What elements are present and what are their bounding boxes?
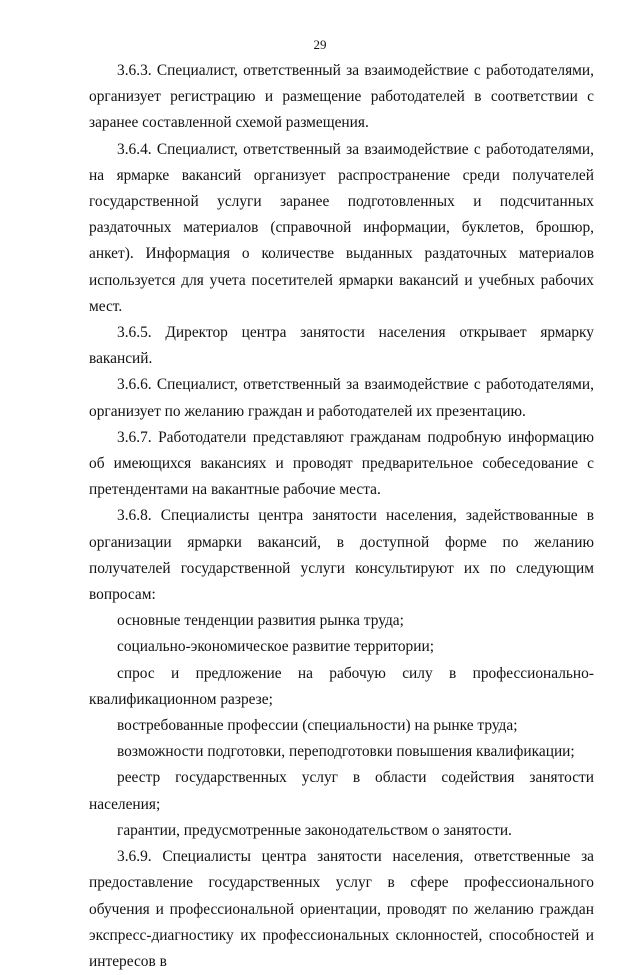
paragraph-3-6-4: 3.6.4. Специалист, ответственный за взаимодействие с работодателями, на ярмарке вакансий организует распространение среди получателей государственной услуги заранее подготовленных и подсчитанных раздаточных материалов (справочной информации, буклетов, брошюр, анкет). Информация о количестве выданных раздаточных материалов используется для учета посетителей ярмарки вакансий и учебных рабочих мест. bbox=[89, 140, 594, 315]
paragraph-3-6-8: 3.6.8. Специалисты центра занятости населения, задействованные в организации ярмарки вакансий, в доступной форме по желанию получателей государственной услуги консультируют их по следующим вопросам: bbox=[89, 507, 594, 604]
paragraph-3-6-7: 3.6.7. Работодатели представляют гражданам подробную информацию об имеющихся вакансиях и проводят предварительное собеседование с претендентами на вакантные рабочие места. bbox=[89, 428, 594, 499]
list-item: реестр государственных услуг в области содействия занятости населения; bbox=[89, 769, 594, 813]
list-item: спрос и предложение на рабочую силу в профессионально-квалификационном разрезе; bbox=[89, 664, 594, 708]
list-item: основные тенденции развития рынка труда; bbox=[117, 612, 404, 630]
list-item: возможности подготовки, переподготовки повышения квалификации; bbox=[117, 743, 575, 761]
document-body bbox=[89, 58, 594, 975]
paragraph-3-6-6: 3.6.6. Специалист, ответственный за взаимодействие с работодателями, организует по желанию граждан и работодателей их презентацию. bbox=[89, 376, 594, 420]
paragraph-3-6-5: 3.6.5. Директор центра занятости населения открывает ярмарку вакансий. bbox=[89, 324, 594, 368]
list-item: социально-экономическое развитие территории; bbox=[117, 638, 434, 656]
paragraph-3-6-3: 3.6.3. Специалист, ответственный за взаимодействие с работодателями, организует регистрацию и размещение работодателей в соответствии с заранее составленной схемой размещения. bbox=[89, 62, 594, 132]
list-item: гарантии, предусмотренные законодательством о занятости. bbox=[117, 821, 512, 839]
paragraph-3-6-9: 3.6.9. Специалисты центра занятости населения, ответственные за предоставление государственных услуг в сфере профессионального обучения и профессиональной ориентации, проводят по желанию граждан экспресс-диагностику их профессиональных склонностей, способностей и интересов в bbox=[89, 848, 594, 970]
list-item: востребованные профессии (специальности) на рынке труда; bbox=[117, 717, 518, 735]
page-number: 29 bbox=[313, 37, 327, 52]
